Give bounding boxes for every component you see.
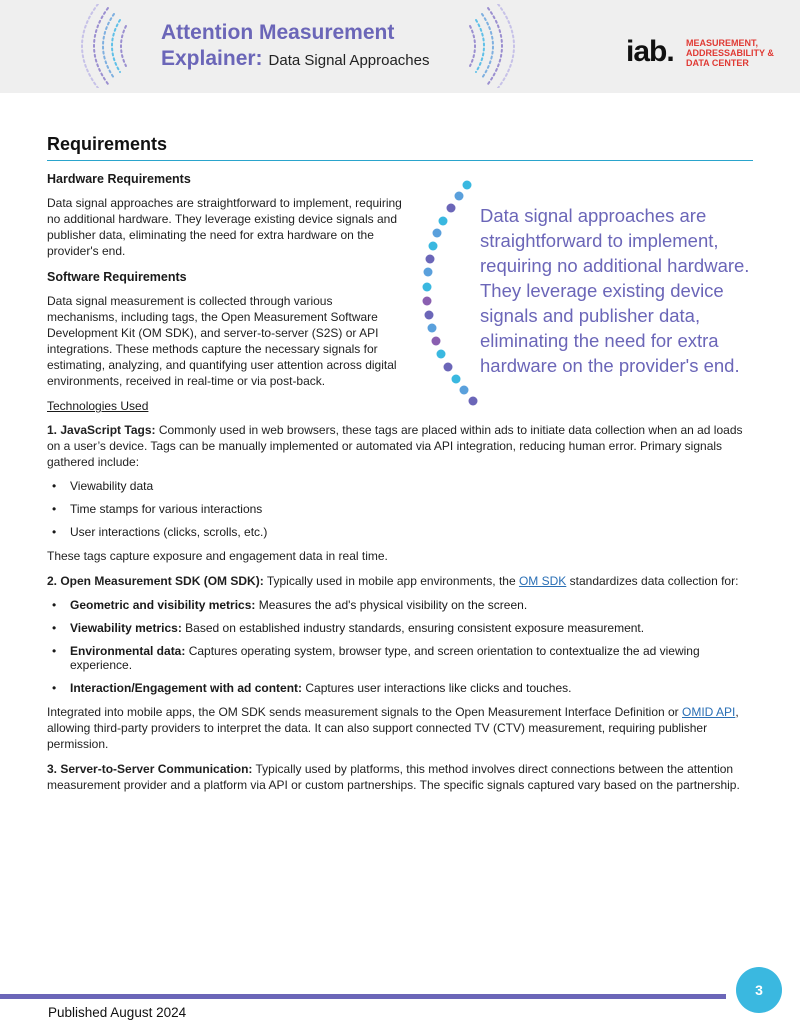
- list-item-text: Measures the ad's physical visibility on the screen.: [255, 598, 528, 612]
- om-sdk-metrics-list: [47, 598, 753, 695]
- list-item: [47, 644, 753, 672]
- om-sdk-paragraph: [47, 573, 753, 589]
- title-line-2: [161, 45, 430, 75]
- pull-quote: Data signal approaches are straightforward to implement, requiring no additional hardware. They leverage existing device signals and publisher data, eliminating the need for extra hardware on the provider's end.: [480, 205, 750, 376]
- iab-logo: [626, 37, 674, 67]
- om-sdk-text-before: Typically used in mobile app environments, the: [263, 574, 519, 588]
- software-requirements-text: Data signal measurement is collected through various mechanisms, including tags, the Open Measurement Software Development Kit (OM SDK), and server-to-server (S2S) or API integrations. These methods capture the necessary signals for estimating, analyzing, and quantifying user attention across digital environments, received in real-time or via post-back.: [47, 294, 397, 388]
- javascript-tags-lead: 1. JavaScript Tags:: [47, 423, 156, 437]
- hardware-requirements-heading: Hardware Requirements: [47, 172, 191, 186]
- om-sdk-link[interactable]: OM SDK: [518, 574, 567, 588]
- iab-logo-text: iab.: [626, 35, 674, 68]
- javascript-tags-closing: These tags capture exposure and engagement data in real time.: [47, 549, 388, 563]
- signal-waves-left-graphic: [78, 4, 138, 88]
- javascript-tags-paragraph: [47, 422, 753, 470]
- server-to-server-lead: 3. Server-to-Server Communication:: [47, 762, 253, 776]
- footer-bar: [0, 994, 726, 999]
- list-item: • Viewability data: [47, 479, 753, 493]
- technologies-used-heading: Technologies Used: [47, 399, 149, 413]
- javascript-tags-signals-list: [47, 479, 753, 539]
- list-item: [47, 621, 753, 635]
- page-number-badge: 3: [736, 967, 782, 1013]
- list-item-text: Based on established industry standards, ensuring consistent exposure measurement.: [181, 621, 645, 635]
- list-item-bold: Environmental data:: [70, 644, 186, 658]
- javascript-tags-text: Commonly used in web browsers, these tags are placed within ads to initiate data collection when an ad loads on a user’s device. Tags can be manually implemented or automated via API integration, reducing human error. Primary signals gathered include:: [47, 423, 743, 469]
- list-item-text: Captures operating system, browser type, and screen orientation to contextualize the ad viewing experience.: [70, 644, 700, 672]
- server-to-server-paragraph: [47, 761, 753, 793]
- iab-center-name: [686, 38, 774, 68]
- title-subtitle: Data Signal Approaches: [268, 52, 430, 69]
- omid-api-link[interactable]: OMID API: [682, 705, 736, 719]
- om-sdk-text-after: standardizes data collection for:: [566, 574, 739, 588]
- server-to-server-text: Typically used by platforms, this method involves direct connections between the attention measurement provider and a platform via API or custom partnerships. The specific signals captured vary based on the partnership.: [47, 762, 740, 792]
- list-item-text: Captures user interactions like clicks and touches.: [302, 681, 572, 695]
- om-sdk-integration-after: , allowing third-party providers to interpret the data. It can also support connected TV (CTV) measurement, requiring publisher permission.: [47, 705, 739, 751]
- published-date: Published August 2024: [48, 1005, 187, 1020]
- title-explainer: Explainer:: [161, 47, 263, 70]
- list-item: [47, 681, 753, 695]
- om-sdk-integration-before: Integrated into mobile apps, the OM SDK sends measurement signals to the Open Measurement Interface Definition or: [47, 705, 682, 719]
- signal-waves-right-graphic: [458, 4, 522, 88]
- list-item: [47, 598, 753, 612]
- software-requirements-heading: Software Requirements: [47, 270, 187, 284]
- iab-center-line-1: MEASUREMENT,: [686, 38, 759, 48]
- list-item: • Time stamps for various interactions: [47, 502, 753, 516]
- list-item-bold: Geometric and visibility metrics:: [70, 598, 256, 612]
- document-title: [161, 20, 430, 75]
- iab-center-line-3: DATA CENTER: [686, 58, 749, 68]
- list-item: • User interactions (clicks, scrolls, etc.): [47, 525, 753, 539]
- title-line-1: Attention Measurement: [161, 21, 395, 44]
- list-item-bold: Viewability metrics:: [70, 621, 182, 635]
- hardware-requirements-text: Data signal approaches are straightforward to implement, requiring no additional hardware. They leverage existing device signals and publisher data, eliminating the need for extra hardware on the provider's end.: [47, 196, 402, 258]
- iab-center-line-2: ADDRESSABILITY &: [686, 48, 774, 58]
- om-sdk-lead: 2. Open Measurement SDK (OM SDK):: [47, 574, 264, 588]
- page-header: [0, 0, 800, 93]
- section-title: Requirements: [47, 134, 753, 161]
- om-sdk-integration-paragraph: [47, 704, 753, 752]
- main-content: [47, 134, 753, 793]
- list-item-bold: Interaction/Engagement with ad content:: [70, 681, 303, 695]
